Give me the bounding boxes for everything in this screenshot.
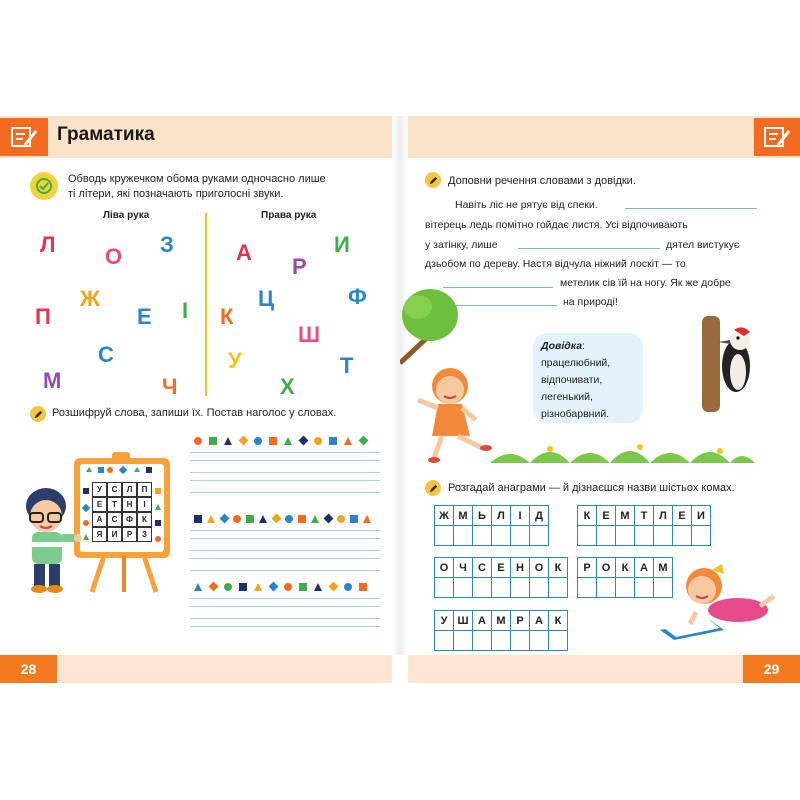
- pencil-notebook-icon-right: [754, 118, 800, 156]
- code-shape: [324, 514, 334, 524]
- anagram-letter: С: [472, 557, 492, 578]
- right-letter-0[interactable]: А: [236, 240, 252, 265]
- writing-line[interactable]: [190, 460, 380, 461]
- answer-cell[interactable]: [491, 525, 511, 546]
- code-shape: [329, 582, 339, 592]
- right-letter-2[interactable]: Р: [292, 254, 307, 279]
- page-number-left: 28: [0, 655, 57, 683]
- code-shape: [285, 515, 293, 523]
- anagram-letter: Ь: [472, 505, 492, 526]
- grid-cell: Н: [122, 497, 137, 512]
- right-letter-8[interactable]: Х: [280, 374, 295, 399]
- task3-instruction: Доповни речення словами з довідки.: [448, 175, 636, 187]
- answer-cell[interactable]: [529, 630, 549, 651]
- writing-line[interactable]: [190, 550, 380, 551]
- hands-icon: [30, 172, 58, 200]
- answer-cell[interactable]: [491, 630, 511, 651]
- code-shape: [220, 514, 230, 524]
- code-shape: [344, 583, 352, 591]
- answer-cell[interactable]: [472, 577, 492, 598]
- anagram-letter: И: [691, 505, 711, 526]
- anagram-answer-2[interactable]: [435, 577, 568, 598]
- grass-illustration: [490, 425, 755, 465]
- right-letter-5[interactable]: К: [220, 304, 234, 329]
- cipher-shapes: [80, 464, 164, 552]
- easel-top: [112, 452, 130, 461]
- grid-cell: Р: [122, 527, 137, 542]
- code-shape: [272, 514, 282, 524]
- task4-instruction: Розгадай анаграми — й дізнаєшся назви шістьох комах.: [448, 482, 735, 494]
- sentence-6: метелик сів їй на ногу. Як же добре: [560, 277, 731, 289]
- grid-cell: П: [137, 482, 152, 497]
- anagram-letter: Е: [491, 557, 511, 578]
- anagram-letter: О: [434, 557, 454, 578]
- blank-2[interactable]: [518, 248, 660, 249]
- code-shape: [209, 582, 219, 592]
- left-letter-9[interactable]: Ч: [162, 374, 178, 399]
- hint-title: Довідка: [541, 340, 583, 352]
- anagram-letter: М: [491, 610, 511, 631]
- boy-illustration: [12, 486, 82, 594]
- anagram-letter: Е: [672, 505, 692, 526]
- code-shape: [350, 515, 358, 523]
- writing-line[interactable]: [190, 530, 380, 531]
- code-shape: [363, 515, 371, 523]
- sentence-2: вітерець ледь помітно гойдає листя. Усі відпочивають: [425, 219, 688, 231]
- task1-instruction: Обводь кружечком обома руками одночасно лише ті літери, які позначають приголосні звуки.: [68, 173, 326, 200]
- page-number-right: 29: [743, 655, 800, 683]
- right-letter-9[interactable]: Т: [340, 353, 354, 378]
- anagram-letter: О: [596, 557, 616, 578]
- anagram-letter: А: [472, 610, 492, 631]
- anagram-letter: Д: [529, 505, 549, 526]
- footer-band-right: [408, 655, 743, 683]
- answer-cell[interactable]: [596, 525, 616, 546]
- anagram-answer-4[interactable]: [435, 630, 568, 651]
- anagram-answer-0[interactable]: [435, 525, 549, 546]
- answer-cell[interactable]: [615, 577, 635, 598]
- left-letter-1[interactable]: О: [105, 244, 123, 269]
- blank-4[interactable]: [443, 305, 557, 306]
- anagram-letter: К: [548, 610, 568, 631]
- code-row-0: [190, 434, 380, 448]
- anagram-letter: О: [529, 557, 549, 578]
- anagram-letter: К: [615, 557, 635, 578]
- code-shape: [254, 583, 262, 591]
- code-shape: [224, 583, 232, 591]
- anagram-letter: Ч: [453, 557, 473, 578]
- grid-cell: Т: [107, 497, 122, 512]
- sentence-5: дзьобом по дереву. Настя відчула ніжний лоскіт — то: [425, 258, 686, 270]
- answer-cell[interactable]: [453, 630, 473, 651]
- code-shape: [299, 583, 307, 591]
- code-shape: [344, 437, 352, 445]
- woodpecker-illustration: [688, 312, 760, 416]
- code-shape: [207, 515, 215, 523]
- answer-cell[interactable]: [510, 577, 530, 598]
- right-letter-3[interactable]: Ц: [258, 286, 275, 311]
- grid-cell: У: [92, 482, 107, 497]
- anagram-letter: Ш: [453, 610, 473, 631]
- divider-line: [205, 213, 207, 396]
- code-shape: [194, 515, 202, 523]
- writing-line[interactable]: [190, 492, 380, 493]
- anagram-0: [435, 505, 549, 526]
- answer-cell[interactable]: [472, 630, 492, 651]
- sentence-1: Навіть ліс не рятує від спеки.: [455, 199, 598, 211]
- code-shape: [284, 583, 292, 591]
- writing-line[interactable]: [190, 452, 380, 453]
- anagram-letter: І: [510, 505, 530, 526]
- code-shape: [299, 436, 309, 446]
- grid-cell: С: [107, 482, 122, 497]
- sentence-3: у затінку, лише: [425, 239, 498, 251]
- writing-line[interactable]: [190, 558, 380, 559]
- code-shape: [194, 583, 202, 591]
- answer-cell[interactable]: [691, 525, 711, 546]
- answer-cell[interactable]: [510, 525, 530, 546]
- left-letter-8[interactable]: М: [43, 368, 62, 393]
- anagram-4: [435, 610, 568, 631]
- page-gutter: [392, 116, 408, 655]
- grid-cell: І: [137, 497, 152, 512]
- anagram-letter: Р: [577, 557, 597, 578]
- anagram-letter: М: [615, 505, 635, 526]
- anagram-letter: М: [453, 505, 473, 526]
- answer-cell[interactable]: [596, 577, 616, 598]
- grid-cell: Е: [92, 497, 107, 512]
- code-shape: [298, 515, 306, 523]
- answer-cell[interactable]: [577, 577, 597, 598]
- code-row-1: [190, 512, 380, 526]
- left-letter-3[interactable]: Ж: [80, 286, 100, 311]
- pencil-bullet-icon-4: [425, 480, 441, 496]
- answer-cell[interactable]: [491, 577, 511, 598]
- answer-cell[interactable]: [653, 525, 673, 546]
- tree-illustration: [400, 285, 458, 365]
- writing-line[interactable]: [190, 606, 380, 607]
- left-letter-0[interactable]: Л: [40, 232, 56, 257]
- answer-cell[interactable]: [529, 525, 549, 546]
- pencil-bullet-icon: [30, 406, 46, 422]
- left-letter-7[interactable]: С: [98, 342, 114, 367]
- anagram-letter: У: [434, 610, 454, 631]
- right-letter-1[interactable]: И: [334, 232, 350, 257]
- grid-cell: Ф: [122, 512, 137, 527]
- right-hand-label: Права рука: [261, 210, 317, 221]
- writing-line[interactable]: [190, 480, 380, 481]
- grid-cell: З: [137, 527, 152, 542]
- task2-instruction: Розшифруй слова, запиши їх. Постав наголос у словах.: [52, 407, 337, 419]
- anagram-letter: А: [529, 610, 549, 631]
- answer-cell[interactable]: [529, 577, 549, 598]
- left-letter-4[interactable]: П: [35, 304, 51, 329]
- writing-line[interactable]: [190, 570, 380, 571]
- easel-legs: [84, 556, 164, 594]
- anagram-letter: Ж: [434, 505, 454, 526]
- code-shape: [311, 515, 319, 523]
- writing-line[interactable]: [190, 472, 380, 473]
- answer-cell[interactable]: [577, 525, 597, 546]
- sentence-4: дятел вистукує: [666, 239, 740, 251]
- anagram-letter: Р: [510, 610, 530, 631]
- girl-running-illustration: [412, 364, 502, 464]
- anagram-letter: А: [634, 557, 654, 578]
- anagram-letter: К: [548, 557, 568, 578]
- answer-cell[interactable]: [453, 525, 473, 546]
- anagram-letter: Т: [634, 505, 654, 526]
- answer-cell[interactable]: [434, 630, 454, 651]
- answer-cell[interactable]: [634, 525, 654, 546]
- girl-reading-illustration: [650, 562, 778, 648]
- blank-1[interactable]: [625, 208, 757, 209]
- right-letter-4[interactable]: Ф: [348, 284, 367, 309]
- writing-line[interactable]: [190, 598, 380, 599]
- code-shape: [246, 515, 254, 523]
- pencil-bullet-icon-3: [425, 172, 441, 188]
- anagram-letter: Н: [510, 557, 530, 578]
- anagram-letter: Е: [596, 505, 616, 526]
- code-shape: [359, 583, 367, 591]
- anagram-letter: К: [577, 505, 597, 526]
- code-shape: [314, 583, 322, 591]
- grid-cell: Я: [92, 527, 107, 542]
- anagram-1: [578, 505, 711, 526]
- pencil-notebook-icon: [0, 118, 48, 156]
- code-shape: [269, 437, 277, 445]
- code-shape: [314, 437, 322, 445]
- answer-cell[interactable]: [510, 630, 530, 651]
- answer-cell[interactable]: [472, 525, 492, 546]
- answer-cell[interactable]: [434, 525, 454, 546]
- left-letter-5[interactable]: Е: [137, 304, 152, 329]
- code-shape: [259, 515, 267, 523]
- grid-cell: И: [107, 527, 122, 542]
- grid-cell: Л: [122, 482, 137, 497]
- answer-cell[interactable]: [453, 577, 473, 598]
- anagram-2: [435, 557, 568, 578]
- writing-line[interactable]: [190, 538, 380, 539]
- hint-words: працелюбний, відпочивати, легенький, різнобарвний.: [541, 357, 611, 420]
- writing-line[interactable]: [190, 626, 380, 627]
- code-shape: [329, 437, 337, 445]
- code-row-2: [190, 580, 380, 594]
- hint-cloud: Довідка: працелюбний, відпочивати, легенький, різнобарвний.: [533, 333, 643, 423]
- code-shape: [239, 436, 249, 446]
- blank-3[interactable]: [443, 287, 553, 288]
- code-shape: [224, 437, 232, 445]
- code-shape: [254, 437, 262, 445]
- right-letter-6[interactable]: Ш: [298, 322, 321, 347]
- code-shape: [194, 437, 202, 445]
- code-shape: [284, 437, 292, 445]
- answer-cell[interactable]: [434, 577, 454, 598]
- answer-cell[interactable]: [615, 525, 635, 546]
- grid-cell: А: [92, 512, 107, 527]
- grid-cell: К: [137, 512, 152, 527]
- answer-cell[interactable]: [548, 630, 568, 651]
- left-letter-2[interactable]: З: [160, 232, 174, 257]
- right-letter-7[interactable]: У: [228, 348, 242, 373]
- answer-cell[interactable]: [672, 525, 692, 546]
- answer-cell[interactable]: [548, 577, 568, 598]
- code-shape: [239, 583, 247, 591]
- page-title: Граматика: [57, 124, 155, 145]
- left-hand-label: Ліва рука: [103, 210, 150, 221]
- anagram-letter: Л: [491, 505, 511, 526]
- anagram-letter: Л: [653, 505, 673, 526]
- code-shape: [233, 515, 241, 523]
- anagram-letter: М: [653, 557, 673, 578]
- writing-line[interactable]: [190, 618, 380, 619]
- left-letter-6[interactable]: І: [182, 298, 189, 323]
- grid-cell: С: [107, 512, 122, 527]
- code-shape: [359, 436, 369, 446]
- footer-band-left: [57, 655, 392, 683]
- anagram-answer-1[interactable]: [578, 525, 711, 546]
- code-shape: [209, 437, 217, 445]
- code-shape: [337, 515, 345, 523]
- sentence-7: на природі!: [563, 296, 618, 308]
- code-shape: [269, 582, 279, 592]
